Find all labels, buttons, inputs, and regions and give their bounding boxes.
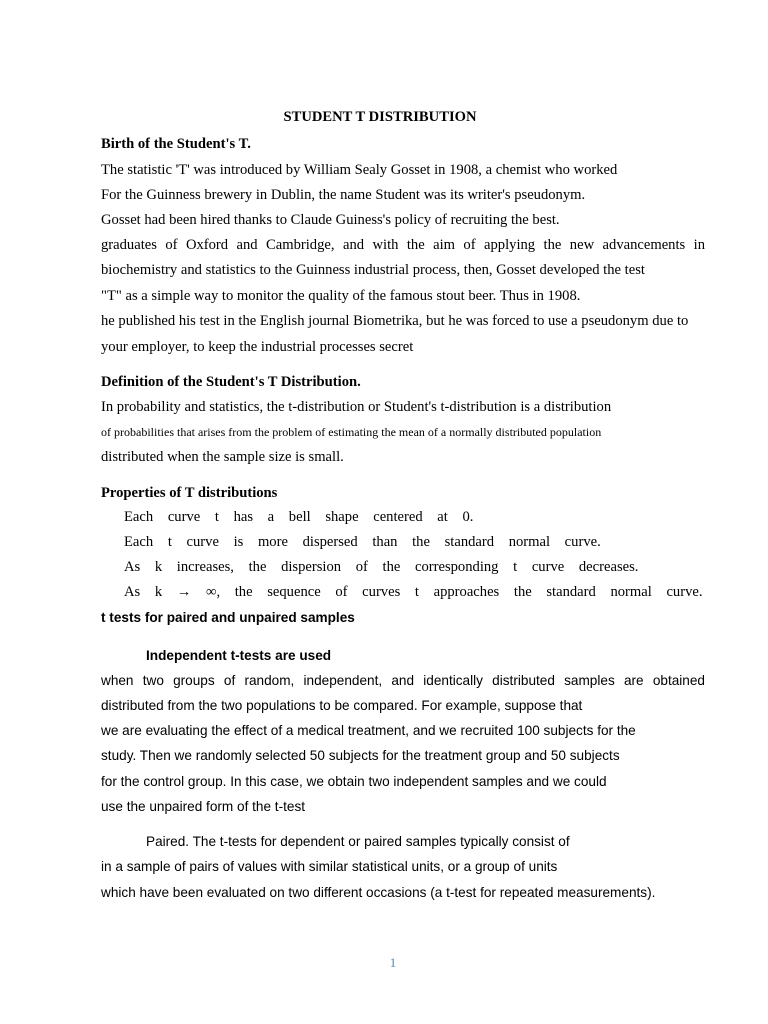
paragraph-line: of probabilities that arises from the problem of estimating the mean of a normally distributed population: [101, 425, 602, 439]
section-heading-birth: Birth of the Student's T.: [101, 136, 251, 152]
section-heading-properties: Properties of T distributions: [101, 485, 278, 501]
paragraph-line: distributed when the sample size is small.: [101, 449, 344, 465]
paragraph-line: your employer, to keep the industrial processes secret: [101, 339, 414, 355]
paragraph-line: for the control group. In this case, we obtain two independent samples and we could: [101, 774, 607, 789]
paragraph-line: For the Guinness brewery in Dublin, the name Student was its writer's pseudonym.: [101, 187, 586, 203]
subsection-heading-independent: Independent t-tests are used: [146, 648, 332, 663]
paragraph-line: graduates of Oxford and Cambridge, and with the aim of applying the new advancements in: [101, 237, 705, 253]
paragraph-line: he published his test in the English journal Biometrika, but he was forced to use a pseudonym due to: [101, 313, 689, 329]
list-item: Each t curve is more dispersed than the standard normal curve.: [124, 534, 601, 550]
paragraph-line: Gosset had been hired thanks to Claude Guiness's policy of recruiting the best.: [101, 212, 560, 228]
paragraph-line: in a sample of pairs of values with similar statistical units, or a group of units: [101, 859, 558, 874]
list-item: As k → ∞, the sequence of curves t approaches the standard normal curve.: [124, 584, 703, 600]
paragraph-line: study. Then we randomly selected 50 subjects for the treatment group and 50 subjects: [101, 748, 620, 763]
paragraph-line: we are evaluating the effect of a medical treatment, and we recruited 100 subjects for the: [101, 723, 636, 738]
list-item: Each curve t has a bell shape centered at 0.: [124, 509, 474, 525]
section-heading-definition: Definition of the Student's T Distribution.: [101, 374, 361, 390]
page-number: 1: [389, 955, 397, 970]
paragraph-line: distributed from the two populations to be compared. For example, suppose that: [101, 698, 583, 713]
paragraph-line: biochemistry and statistics to the Guinness industrial process, then, Gosset developed the test: [101, 262, 645, 278]
paragraph-line: use the unpaired form of the t-test: [101, 799, 306, 814]
paragraph-line: which have been evaluated on two different occasions (a t-test for repeated measurements).: [101, 885, 656, 900]
section-heading-ttests: t tests for paired and unpaired samples: [101, 610, 355, 625]
paragraph-line: The statistic 'T' was introduced by William Sealy Gosset in 1908, a chemist who worked: [101, 162, 618, 178]
paragraph-line: Paired. The t-tests for dependent or paired samples typically consist of: [146, 834, 570, 849]
page-title: STUDENT T DISTRIBUTION: [283, 109, 477, 125]
paragraph-line: In probability and statistics, the t-distribution or Student's t-distribution is a distribution: [101, 399, 612, 415]
paragraph-line: "T" as a simple way to monitor the quality of the famous stout beer. Thus in 1908.: [101, 288, 581, 304]
list-item: As k increases, the dispersion of the corresponding t curve decreases.: [124, 559, 639, 575]
paragraph-line: when two groups of random, independent, and identically distributed samples are obtained: [101, 673, 705, 688]
